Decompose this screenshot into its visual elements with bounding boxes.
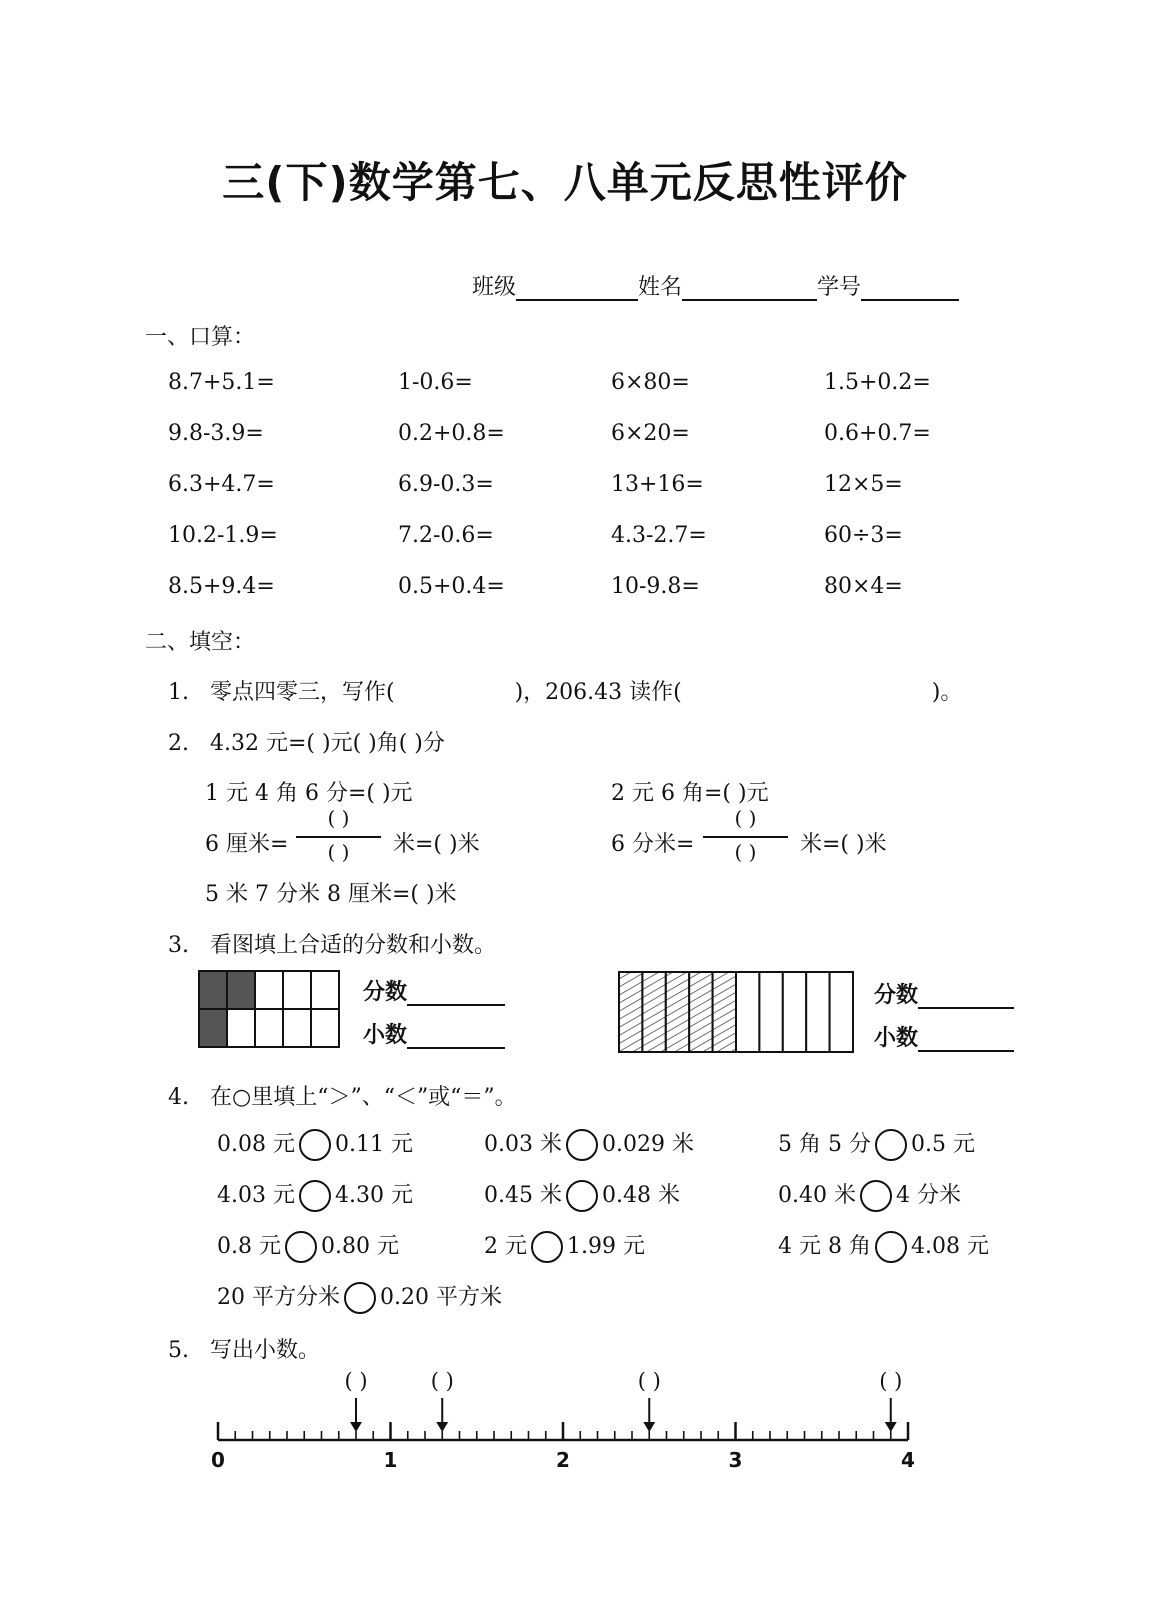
compare-right: 4.30 元 — [334, 1183, 413, 1208]
oral-calc-item[interactable]: 7.2-0.6= — [398, 523, 494, 548]
oral-calc-item[interactable]: 60÷3= — [824, 523, 903, 548]
section-2-heading: 二、填空： — [145, 630, 256, 655]
grid-a-cell — [311, 971, 339, 1009]
q3-text: 看图填上合适的分数和小数。 — [210, 933, 497, 958]
number-line-tick-label: 4 — [901, 1448, 915, 1472]
q5-text: 写出小数。 — [210, 1338, 321, 1363]
compare-left: 2 元 — [484, 1234, 527, 1259]
number-line-arrowhead — [350, 1422, 362, 1432]
compare-circle[interactable] — [285, 1231, 317, 1263]
q2-line-2a: 1 元 4 角 6 分=( )元 — [205, 781, 413, 806]
oral-calc-item[interactable]: 0.6+0.7= — [824, 421, 931, 446]
compare-right: 0.80 元 — [320, 1234, 399, 1259]
compare-left: 0.45 米 — [484, 1183, 562, 1208]
compare-circle[interactable] — [566, 1129, 598, 1161]
page-title: 三(下)数学第七、八单元反思性评价 — [222, 158, 908, 207]
q3-number: 3. — [168, 933, 189, 958]
grid-a-cell — [227, 971, 255, 1009]
oral-calc-item[interactable]: 13+16= — [611, 472, 704, 497]
compare-right: 4 分米 — [895, 1183, 961, 1208]
number-line-arrowhead — [643, 1422, 655, 1432]
q2-line-3a-post: 米=( )米 — [393, 832, 480, 857]
number-line-answer-blank[interactable]: ( ) — [879, 1369, 903, 1393]
q1-number: 1. — [168, 680, 189, 705]
grid-b-cell — [759, 972, 782, 1052]
question-4 — [168, 1080, 517, 1111]
oral-calc-item[interactable]: 6×20= — [611, 421, 690, 446]
oral-calc-item[interactable]: 12×5= — [824, 472, 903, 497]
grid-a-cell — [199, 971, 227, 1009]
number-line-tick-label: 0 — [211, 1448, 225, 1472]
question-5 — [168, 1333, 320, 1364]
frac-label-b: 分数 — [874, 983, 919, 1008]
oral-calc-item[interactable]: 10-9.8= — [611, 574, 700, 599]
grid-b-cell — [713, 972, 736, 1052]
oral-calc-item[interactable]: 8.7+5.1= — [168, 370, 275, 395]
compare-item — [217, 1229, 399, 1263]
compare-right: 0.48 米 — [601, 1183, 680, 1208]
q2-line-4: 5 米 7 分米 8 厘米=( )米 — [205, 882, 457, 907]
compare-right: 0.11 元 — [334, 1132, 413, 1157]
compare-right: 4.08 元 — [910, 1234, 989, 1259]
q2-frac-b-bar — [703, 836, 788, 838]
name-label: 姓名 — [638, 275, 683, 300]
q2-number: 2. — [168, 731, 189, 756]
grid-a-dec-blank[interactable] — [407, 1025, 505, 1049]
oral-calc-item[interactable]: 1-0.6= — [398, 370, 473, 395]
compare-left: 0.8 元 — [217, 1234, 281, 1259]
grid-b-cell — [689, 972, 712, 1052]
compare-circle[interactable] — [344, 1282, 376, 1314]
q2-frac-b-top[interactable]: ( ) — [734, 806, 757, 830]
id-label: 学号 — [817, 275, 862, 300]
q2-frac-a-bar — [296, 836, 381, 838]
compare-right: 0.5 元 — [910, 1132, 975, 1157]
compare-right: 1.99 元 — [567, 1234, 645, 1259]
grid-b-frac-blank[interactable] — [918, 985, 1014, 1009]
q2-frac-a-top[interactable]: ( ) — [327, 806, 350, 830]
grid-a-cell — [283, 971, 311, 1009]
q2-line-3b-pre: 6 分米= — [611, 832, 695, 857]
compare-left: 0.03 米 — [484, 1132, 562, 1157]
grid-b-cell — [806, 972, 829, 1052]
oral-calc-item[interactable]: 10.2-1.9= — [168, 523, 278, 548]
compare-left: 0.08 元 — [217, 1132, 295, 1157]
grid-figure-b — [618, 971, 856, 1055]
question-1 — [168, 675, 962, 706]
oral-calc-item[interactable]: 4.3-2.7= — [611, 523, 707, 548]
compare-right: 0.029 米 — [601, 1132, 694, 1157]
grid-b-frac-label — [874, 978, 1014, 1009]
compare-circle[interactable] — [875, 1231, 907, 1263]
frac-label-a: 分数 — [363, 980, 408, 1005]
compare-item — [217, 1127, 413, 1161]
grid-b-cell — [736, 972, 759, 1052]
question-2 — [168, 726, 445, 757]
compare-left: 4.03 元 — [217, 1183, 295, 1208]
oral-calc-item[interactable]: 80×4= — [824, 574, 903, 599]
section-1-heading: 一、口算： — [145, 325, 256, 350]
compare-circle[interactable] — [860, 1180, 892, 1212]
compare-item — [778, 1229, 989, 1263]
id-blank[interactable] — [861, 277, 959, 301]
oral-calc-item[interactable]: 1.5+0.2= — [824, 370, 931, 395]
q2-frac-b-bottom[interactable]: ( ) — [734, 840, 757, 864]
grid-b-cell — [666, 972, 689, 1052]
q4-number: 4. — [168, 1085, 189, 1110]
dec-label-b: 小数 — [874, 1026, 919, 1051]
class-blank[interactable] — [516, 277, 638, 301]
name-blank[interactable] — [682, 277, 817, 301]
compare-circle[interactable] — [299, 1129, 331, 1161]
oral-calc-item[interactable]: 0.5+0.4= — [398, 574, 505, 599]
q2-line-1: 4.32 元=( )元( )角( )分 — [210, 731, 445, 756]
q2-line-3b-post: 米=( )米 — [800, 832, 887, 857]
compare-left: 4 元 8 角 — [778, 1234, 871, 1259]
q1-part-c: )。 — [931, 680, 963, 705]
compare-item — [484, 1229, 645, 1263]
compare-circle[interactable] — [566, 1180, 598, 1212]
number-line-arrowhead — [436, 1422, 448, 1432]
compare-item — [778, 1178, 961, 1212]
question-3 — [168, 928, 496, 959]
q2-line-3a-pre: 6 厘米= — [205, 832, 289, 857]
grid-b-cell — [642, 972, 665, 1052]
compare-item — [217, 1280, 502, 1314]
number-line-answer-blank[interactable]: ( ) — [637, 1369, 661, 1393]
oral-calc-item[interactable]: 6.3+4.7= — [168, 472, 275, 497]
q1-part-b: )，206.43 读作( — [514, 680, 682, 705]
class-label: 班级 — [472, 275, 517, 300]
number-line-answer-blank[interactable]: ( ) — [344, 1369, 368, 1393]
oral-calc-item[interactable]: 6.9-0.3= — [398, 472, 494, 497]
oral-calc-item[interactable]: 9.8-3.9= — [168, 421, 264, 446]
grid-b-dec-blank[interactable] — [918, 1028, 1014, 1052]
q1-part-a: 零点四零三，写作( — [210, 680, 395, 705]
compare-left: 20 平方分米 — [217, 1285, 340, 1310]
number-line-tick-label: 3 — [728, 1448, 743, 1472]
grid-a-frac-blank[interactable] — [407, 982, 505, 1006]
grid-a-cell — [199, 1009, 227, 1047]
compare-right: 0.20 平方米 — [380, 1285, 502, 1310]
student-info — [472, 270, 959, 301]
grid-a-cell — [255, 971, 283, 1009]
grid-a-cell — [255, 1009, 283, 1047]
compare-item — [217, 1178, 413, 1212]
oral-calc-item[interactable]: 0.2+0.8= — [398, 421, 505, 446]
compare-item — [484, 1127, 694, 1161]
grid-a-cell — [311, 1009, 339, 1047]
compare-item — [778, 1127, 975, 1161]
number-line-tick-label: 2 — [556, 1448, 570, 1472]
compare-left: 0.40 米 — [778, 1183, 856, 1208]
q2-line-2b: 2 元 6 角=( )元 — [611, 781, 769, 806]
number-line — [200, 1365, 930, 1475]
compare-circle[interactable] — [531, 1231, 563, 1263]
q4-text: 在○里填上“＞”、“＜”或“＝”。 — [210, 1085, 517, 1110]
oral-calc-item[interactable]: 6×80= — [611, 370, 690, 395]
grid-b-cell — [619, 972, 642, 1052]
grid-a-dec-label — [363, 1018, 505, 1049]
oral-calc-item[interactable]: 8.5+9.4= — [168, 574, 275, 599]
grid-a-cell — [227, 1009, 255, 1047]
compare-left: 5 角 5 分 — [778, 1132, 871, 1157]
grid-figure-a — [198, 970, 342, 1050]
number-line-arrowhead — [885, 1422, 897, 1432]
compare-circle[interactable] — [299, 1180, 331, 1212]
number-line-answer-blank[interactable]: ( ) — [430, 1369, 454, 1393]
q2-frac-a-bottom[interactable]: ( ) — [327, 840, 350, 864]
grid-a-cell — [283, 1009, 311, 1047]
grid-b-dec-label — [874, 1021, 1014, 1052]
grid-b-cell — [783, 972, 806, 1052]
dec-label-a: 小数 — [363, 1023, 408, 1048]
compare-circle[interactable] — [875, 1129, 907, 1161]
grid-a-frac-label — [363, 975, 505, 1006]
number-line-tick-label: 1 — [383, 1448, 398, 1472]
compare-item — [484, 1178, 680, 1212]
q5-number: 5. — [168, 1338, 189, 1363]
grid-b-cell — [830, 972, 853, 1052]
